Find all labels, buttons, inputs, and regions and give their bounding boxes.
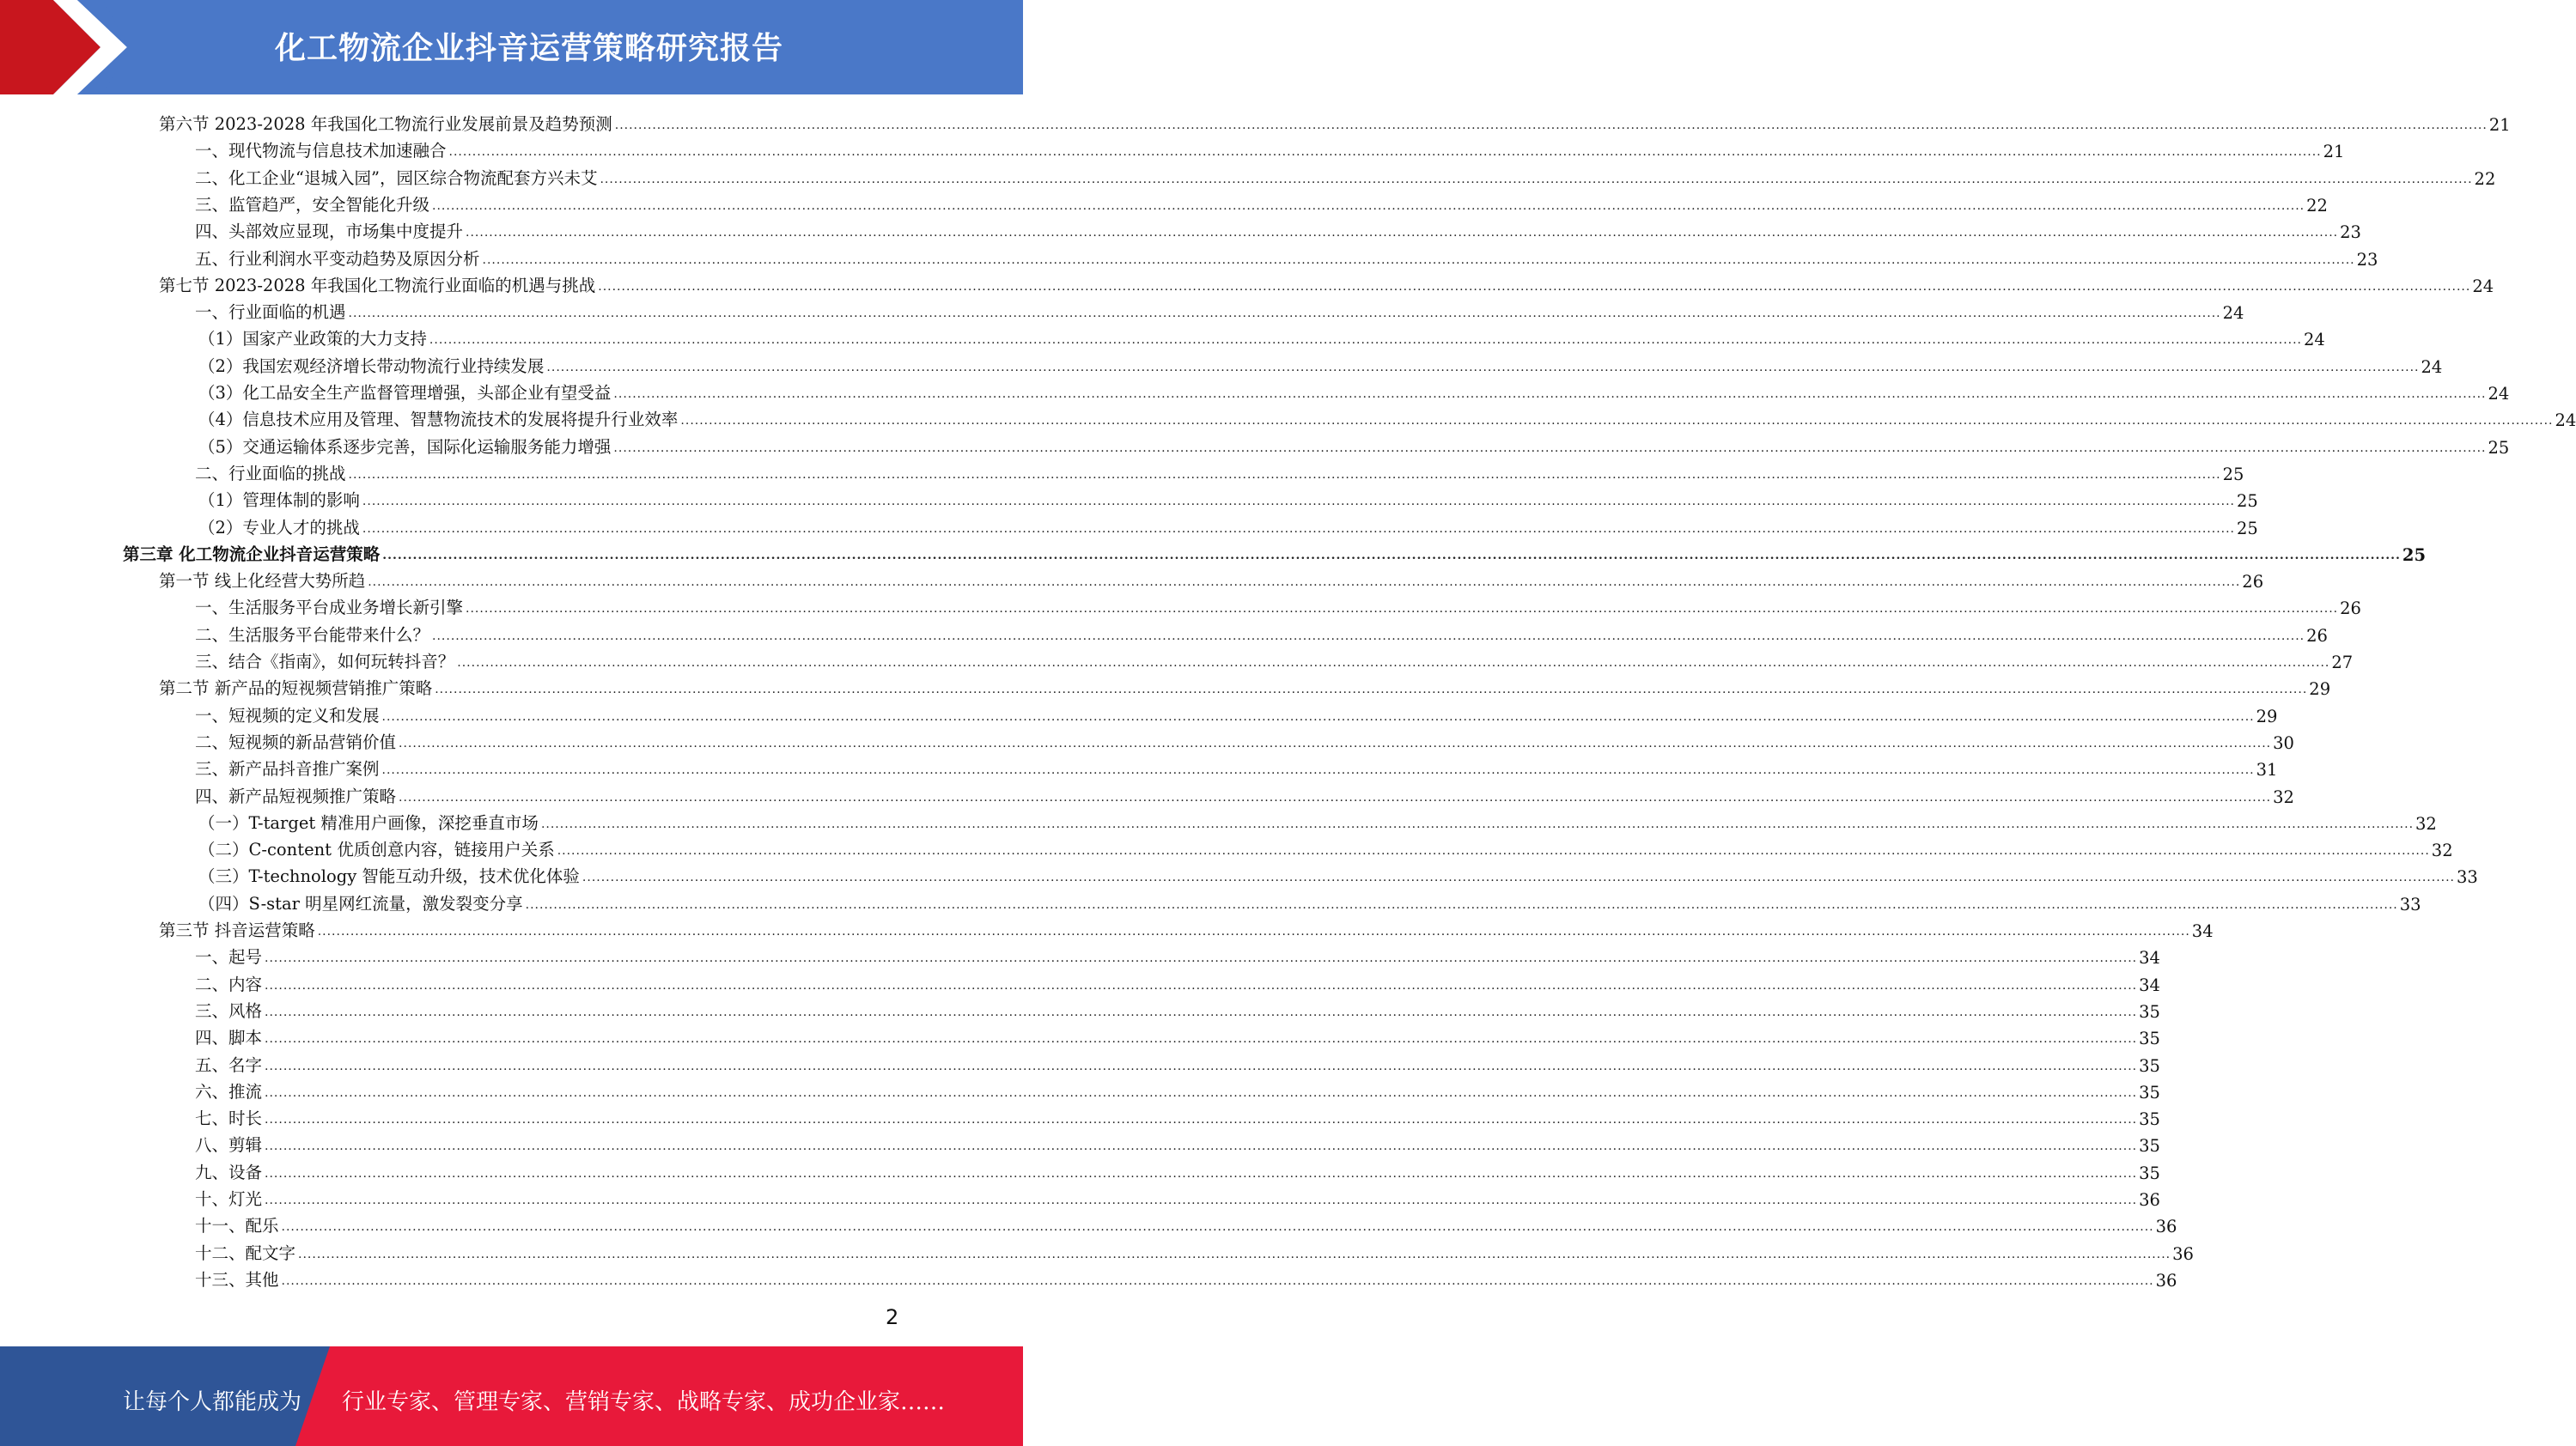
toc-dot-leader: ................................................................................................................................................................................................................................................................................................................................................................................................................ <box>613 440 2487 455</box>
toc-entry-page: 25 <box>2488 437 2510 458</box>
toc-entry-page: 24 <box>2555 410 2576 431</box>
toc-dot-leader: ................................................................................................................................................................................................................................................................................................................................................................................................................ <box>399 790 2272 805</box>
toc-entry-title: 二、短视频的新品营销价值 <box>195 732 397 752</box>
toc-entry[interactable] <box>195 1129 2160 1157</box>
toc-dot-leader: ................................................................................................................................................................................................................................................................................................................................................................................................................ <box>680 414 2554 428</box>
toc-entry[interactable] <box>159 672 2331 700</box>
toc-entry-title: 三、监管趋严，安全智能化升级 <box>195 194 430 215</box>
report-title: 化工物流企业抖音运营策略研究报告 <box>275 31 784 66</box>
toc-entry-page: 35 <box>2139 1082 2160 1103</box>
toc-entry-title: 一、起号 <box>195 947 263 968</box>
toc-dot-leader: ................................................................................................................................................................................................................................................................................................................................................................................................................ <box>265 1166 2138 1181</box>
toc-entry[interactable] <box>195 458 2244 484</box>
toc-entry[interactable] <box>195 1076 2160 1103</box>
toc-entry-page: 26 <box>2242 572 2264 592</box>
toc-entry-title: （2）我国宏观经济增长带动物流行业持续发展 <box>198 355 545 376</box>
toc-entry-title: 第三章 化工物流企业抖音运营策略 <box>123 544 381 564</box>
toc-entry[interactable] <box>195 619 2328 646</box>
toc-dot-leader: ................................................................................................................................................................................................................................................................................................................................................................................................................ <box>265 951 2138 966</box>
toc-entry[interactable] <box>198 834 2453 861</box>
toc-entry-title: （4）信息技术应用及管理、智慧物流技术的发展将提升行业效率 <box>198 410 679 430</box>
toc-entry-page: 33 <box>2457 867 2478 888</box>
toc-dot-leader: ................................................................................................................................................................................................................................................................................................................................................................................................................ <box>525 897 2398 912</box>
toc-entry-page: 32 <box>2273 787 2294 807</box>
toc-dot-leader: ................................................................................................................................................................................................................................................................................................................................................................................................................ <box>381 709 2255 724</box>
toc-dot-leader: ................................................................................................................................................................................................................................................................................................................................................................................................................ <box>429 333 2302 348</box>
toc-dot-leader: ................................................................................................................................................................................................................................................................................................................................................................................................................ <box>265 1194 2138 1207</box>
toc-entry[interactable] <box>195 1264 2177 1291</box>
toc-entry-title: 二、化工企业“退城入园”，园区综合物流配套方兴未艾 <box>195 167 598 188</box>
toc-entry-page: 34 <box>2139 975 2160 995</box>
toc-entry-page: 24 <box>2222 303 2244 324</box>
toc-dot-leader: ................................................................................................................................................................................................................................................................................................................................................................................................................ <box>557 844 2430 859</box>
toc-entry-title: 十一、配乐 <box>195 1216 279 1236</box>
toc-entry[interactable] <box>195 969 2160 995</box>
toc-entry-title: （一）T-target 精准用户画像，深挖垂直市场 <box>198 812 539 833</box>
toc-entry[interactable] <box>198 484 2258 512</box>
toc-entry[interactable] <box>195 995 2160 1022</box>
toc-entry[interactable] <box>198 431 2510 458</box>
toc-entry-page: 25 <box>2222 464 2244 484</box>
toc-entry-page: 36 <box>2172 1243 2194 1264</box>
toc-dot-leader: ................................................................................................................................................................................................................................................................................................................................................................................................................ <box>348 307 2221 321</box>
toc-entry[interactable] <box>198 350 2443 377</box>
footer-slogan-left: 让每个人都能成为 <box>123 1389 302 1415</box>
toc-entry-page: 36 <box>2139 1190 2160 1210</box>
toc-entry-title: 四、头部效应显现，市场集中度提升 <box>195 222 464 242</box>
toc-dot-leader: ................................................................................................................................................................................................................................................................................................................................................................................................................ <box>546 360 2420 374</box>
toc-entry[interactable] <box>195 646 2354 672</box>
toc-entry-page: 31 <box>2256 760 2278 781</box>
toc-entry[interactable] <box>198 323 2325 350</box>
toc-dot-leader: ................................................................................................................................................................................................................................................................................................................................................................................................................ <box>381 763 2255 778</box>
toc-entry-title: （1）国家产业政策的大力支持 <box>198 329 427 349</box>
toc-dot-leader: ................................................................................................................................................................................................................................................................................................................................................................................................................ <box>265 1059 2138 1073</box>
toc-dot-leader: ................................................................................................................................................................................................................................................................................................................................................................................................................ <box>614 118 2488 132</box>
toc-entry-title: 五、名字 <box>195 1054 263 1075</box>
page-footer <box>0 1346 1023 1446</box>
toc-entry-page: 35 <box>2139 1163 2160 1183</box>
toc-entry-page: 23 <box>2356 249 2378 270</box>
toc-entry[interactable] <box>195 753 2278 781</box>
toc-entry-title: 十二、配文字 <box>195 1242 296 1263</box>
toc-entry[interactable] <box>195 592 2361 619</box>
toc-entry[interactable] <box>195 941 2160 969</box>
toc-entry[interactable] <box>195 726 2294 753</box>
toc-entry[interactable] <box>195 296 2244 324</box>
toc-entry-page: 26 <box>2306 625 2328 646</box>
toc-entry[interactable] <box>195 189 2328 216</box>
toc-entry-title: 四、新产品短视频推广策略 <box>195 786 397 806</box>
toc-entry-title: 第七节 2023-2028 年我国化工物流行业面临的机遇与挑战 <box>159 275 596 295</box>
toc-entry[interactable] <box>198 807 2437 834</box>
toc-dot-leader: ................................................................................................................................................................................................................................................................................................................................................................................................................ <box>435 683 2308 697</box>
toc-dot-leader: ................................................................................................................................................................................................................................................................................................................................................................................................................ <box>457 656 2330 670</box>
toc-entry[interactable] <box>198 377 2510 404</box>
toc-entry-page: 25 <box>2402 544 2427 565</box>
toc-entry-title: 十、灯光 <box>195 1189 263 1209</box>
toc-dot-leader: ................................................................................................................................................................................................................................................................................................................................................................................................................ <box>265 978 2138 993</box>
toc-entry-page: 35 <box>2139 1001 2160 1022</box>
toc-entry-title: （5）交通运输体系逐步完善，国际化运输服务能力增强 <box>198 436 612 457</box>
toc-entry[interactable] <box>195 243 2378 270</box>
toc-entry-page: 35 <box>2139 1055 2160 1076</box>
toc-entry[interactable] <box>195 1183 2160 1210</box>
toc-entry-title: 一、现代物流与信息技术加速融合 <box>195 141 447 161</box>
toc-dot-leader: ................................................................................................................................................................................................................................................................................................................................................................................................................ <box>598 279 2471 294</box>
toc-entry-page: 26 <box>2340 598 2361 619</box>
toc-entry-title: 五、行业利润水平变动趋势及原因分析 <box>195 248 480 269</box>
toc-entry-page: 32 <box>2415 813 2437 834</box>
toc-entry-page: 24 <box>2472 276 2494 296</box>
toc-entry[interactable] <box>195 1022 2160 1049</box>
toc-dot-leader: ................................................................................................................................................................................................................................................................................................................................................................................................................ <box>448 145 2322 160</box>
toc-dot-leader: ................................................................................................................................................................................................................................................................................................................................................................................................................ <box>399 736 2272 750</box>
toc-entry-page: 23 <box>2340 222 2361 243</box>
toc-dot-leader: ................................................................................................................................................................................................................................................................................................................................................................................................................ <box>540 817 2415 831</box>
toc-entry-page: 22 <box>2306 195 2328 216</box>
toc-entry[interactable] <box>198 860 2478 888</box>
toc-entry[interactable] <box>195 1157 2160 1183</box>
toc-dot-leader: ................................................................................................................................................................................................................................................................................................................................................................................................................ <box>317 925 2190 939</box>
toc-dot-leader: ................................................................................................................................................................................................................................................................................................................................................................................................................ <box>281 1273 2154 1288</box>
toc-entry-title: 二、行业面临的挑战 <box>195 463 346 483</box>
toc-dot-leader: ................................................................................................................................................................................................................................................................................................................................................................................................................ <box>368 575 2241 590</box>
toc-entry-title: 七、时长 <box>195 1109 263 1129</box>
toc-dot-leader: ................................................................................................................................................................................................................................................................................................................................................................................................................ <box>265 1113 2138 1127</box>
toc-dot-leader: ................................................................................................................................................................................................................................................................................................................................................................................................................ <box>466 602 2339 617</box>
toc-entry-title: 三、新产品抖音推广案例 <box>195 759 380 780</box>
toc-entry[interactable] <box>195 1103 2160 1130</box>
toc-entry[interactable] <box>159 565 2264 592</box>
toc-entry-title: 二、生活服务平台能带来什么？ <box>195 624 430 645</box>
toc-entry-page: 36 <box>2155 1217 2177 1237</box>
toc-entry-title: 一、生活服务平台成业务增长新引擎 <box>195 598 464 618</box>
toc-entry[interactable] <box>159 108 2511 135</box>
toc-entry-title: （二）C-content 优质创意内容，链接用户关系 <box>198 840 555 860</box>
toc-entry-title: 二、内容 <box>195 974 263 994</box>
toc-dot-leader: ................................................................................................................................................................................................................................................................................................................................................................................................................ <box>281 1220 2154 1235</box>
toc-dot-leader: ................................................................................................................................................................................................................................................................................................................................................................................................................ <box>432 198 2305 213</box>
toc-entry-page: 35 <box>2139 1029 2160 1049</box>
toc-dot-leader: ................................................................................................................................................................................................................................................................................................................................................................................................................ <box>265 1005 2138 1019</box>
toc-entry-title: 第二节 新产品的短视频营销推广策略 <box>159 678 433 699</box>
toc-entry[interactable] <box>195 1049 2160 1076</box>
toc-entry-page: 25 <box>2237 491 2258 512</box>
toc-entry[interactable] <box>195 216 2361 243</box>
toc-dot-leader: ................................................................................................................................................................................................................................................................................................................................................................................................................ <box>298 1247 2171 1261</box>
toc-entry-title: 四、脚本 <box>195 1028 263 1048</box>
toc-entry[interactable] <box>198 512 2258 538</box>
toc-dot-leader: ................................................................................................................................................................................................................................................................................................................................................................................................................ <box>382 548 2401 562</box>
toc-entry[interactable] <box>159 270 2494 296</box>
toc-entry-title: （1）管理体制的影响 <box>198 490 360 511</box>
toc-dot-leader: ................................................................................................................................................................................................................................................................................................................................................................................................................ <box>265 1139 2138 1154</box>
toc-entry-title: 十三、其他 <box>195 1269 279 1290</box>
toc-dot-leader: ................................................................................................................................................................................................................................................................................................................................................................................................................ <box>613 387 2487 401</box>
toc-entry[interactable] <box>195 1237 2194 1264</box>
page-number: 2 <box>886 1305 899 1329</box>
toc-entry-page: 34 <box>2139 948 2160 969</box>
toc-dot-leader: ................................................................................................................................................................................................................................................................................................................................................................................................................ <box>432 629 2305 643</box>
toc-entry-page: 30 <box>2273 732 2294 753</box>
toc-entry-title: 六、推流 <box>195 1081 263 1102</box>
toc-entry-title: （3）化工品安全生产监督管理增强，头部企业有望受益 <box>198 383 612 403</box>
toc-entry[interactable] <box>195 162 2496 189</box>
toc-entry[interactable] <box>195 781 2294 807</box>
toc-entry-page: 33 <box>2399 894 2421 914</box>
toc-entry[interactable] <box>198 888 2421 914</box>
toc-entry-title: 第一节 线上化经营大势所趋 <box>159 571 366 592</box>
toc-entry-page: 24 <box>2304 330 2325 350</box>
toc-entry-title: 第六节 2023-2028 年我国化工物流行业发展前景及趋势预测 <box>159 114 612 134</box>
toc-entry-title: 八、剪辑 <box>195 1135 263 1156</box>
toc-entry-page: 24 <box>2421 356 2443 377</box>
toc-dot-leader: ................................................................................................................................................................................................................................................................................................................................................................................................................ <box>362 495 2235 509</box>
toc-dot-leader: ................................................................................................................................................................................................................................................................................................................................................................................................................ <box>265 1085 2138 1100</box>
toc-entry-title: 一、短视频的定义和发展 <box>195 705 380 726</box>
toc-entry-title: 九、设备 <box>195 1162 263 1182</box>
toc-entry-title: （三）T-technology 智能互动升级，技术优化体验 <box>198 866 580 887</box>
toc-entry[interactable] <box>195 1210 2177 1237</box>
toc-dot-leader: ................................................................................................................................................................................................................................................................................................................................................................................................................ <box>265 1032 2138 1047</box>
toc-entry-page: 25 <box>2237 518 2258 538</box>
toc-entry-title: 一、行业面临的机遇 <box>195 302 346 323</box>
toc-entry-page: 22 <box>2474 168 2496 189</box>
toc-entry-page: 34 <box>2191 921 2214 941</box>
toc-dot-leader: ................................................................................................................................................................................................................................................................................................................................................................................................................ <box>482 252 2355 267</box>
toc-entry-page: 21 <box>2323 142 2345 162</box>
toc-entry-title: 三、结合《指南》，如何玩转抖音？ <box>195 652 455 671</box>
toc-entry[interactable] <box>159 914 2214 941</box>
toc-entry-title: 三、风格 <box>195 1000 263 1021</box>
toc-dot-leader: ................................................................................................................................................................................................................................................................................................................................................................................................................ <box>466 226 2339 240</box>
toc-dot-leader: ................................................................................................................................................................................................................................................................................................................................................................................................................ <box>582 871 2455 885</box>
toc-entry[interactable] <box>123 538 2427 565</box>
toc-entry-page: 36 <box>2155 1270 2177 1291</box>
toc-entry-title: 第三节 抖音运营策略 <box>159 920 315 940</box>
toc-entry-page: 29 <box>2309 679 2331 700</box>
toc-entry-title: （2）专业人才的挑战 <box>198 517 360 538</box>
toc-dot-leader: ................................................................................................................................................................................................................................................................................................................................................................................................................ <box>348 467 2221 482</box>
toc-entry[interactable] <box>198 404 2576 431</box>
toc-entry[interactable] <box>195 700 2278 726</box>
toc-entry-page: 27 <box>2331 653 2354 672</box>
toc-entry-page: 32 <box>2431 841 2453 861</box>
toc-entry-page: 29 <box>2256 706 2278 726</box>
toc-entry-page: 35 <box>2139 1136 2160 1157</box>
toc-entry-title: （四）S-star 明星网红流量，激发裂变分享 <box>198 893 523 914</box>
toc-entry[interactable] <box>195 135 2345 162</box>
report-header <box>0 0 1023 94</box>
toc-entry-page: 21 <box>2488 115 2511 135</box>
toc-dot-leader: ................................................................................................................................................................................................................................................................................................................................................................................................................ <box>362 521 2235 536</box>
footer-slogan-right: 行业专家、管理专家、营销专家、战略专家、成功企业家…… <box>342 1389 946 1415</box>
toc-entry-page: 35 <box>2139 1109 2160 1130</box>
toc-dot-leader: ................................................................................................................................................................................................................................................................................................................................................................................................................ <box>600 172 2473 186</box>
toc-entry-page: 24 <box>2488 384 2510 404</box>
